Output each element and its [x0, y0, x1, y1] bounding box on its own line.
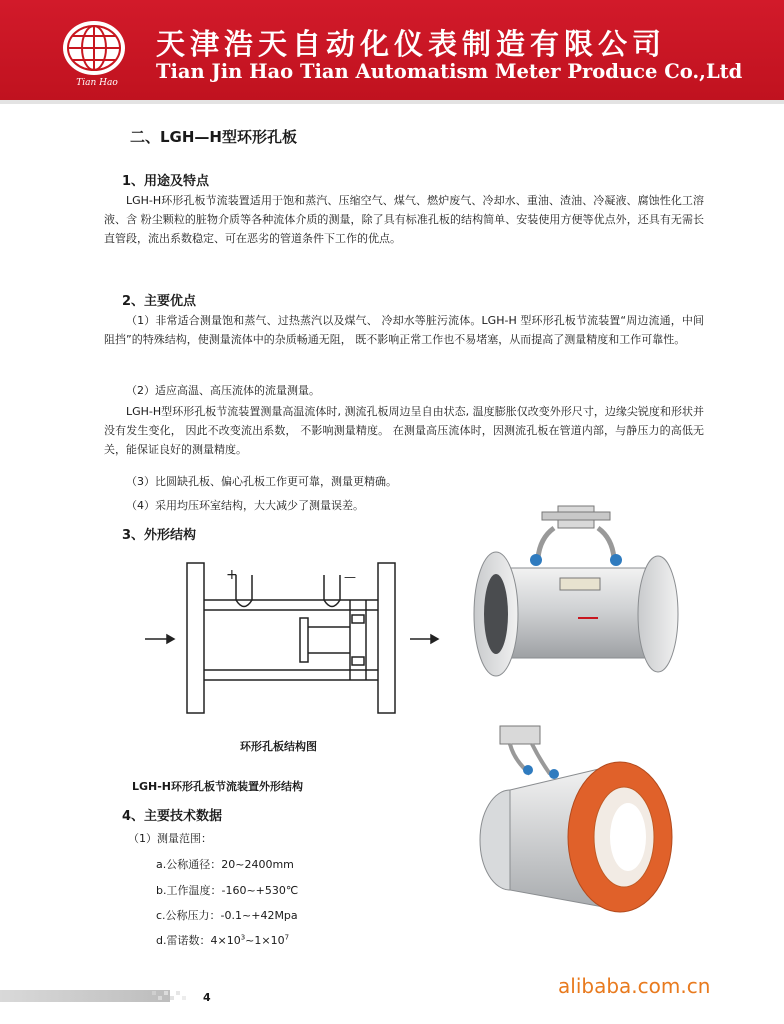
right-flange-photo — [638, 556, 678, 672]
advantage-1-paragraph: （1）非常适合测量饱和蒸气、过热蒸汽以及煤气、 冷却水等脏污流体。LGH-H 型环形孔板节流装置“周边流通，中间阻挡”的特殊结构，使测量流体中的杂质畅通无阻， 既不影响正常工作也不易堵塞，从而提高了测量精度和工作可靠性。 — [104, 314, 704, 346]
section-title: 二、LGH—H型环形孔板 — [130, 128, 297, 146]
advantage-2-text: （2）适应高温、高压流体的流量测量。 — [126, 384, 320, 397]
heading-usage: 1、用途及特点 — [122, 174, 210, 189]
range-label: （1）测量范围： — [128, 832, 212, 845]
reynolds-prefix: d.雷诺数：4×10 — [156, 934, 241, 947]
usage-paragraph: LGH-H环形孔板节流装置适用于饱和蒸汽、压缩空气、煤气、燃炉废气、冷却水、重油、渣油、冷凝液、腐蚀性化工溶液、含 粉尘颗粒的脏物介质等各种流体介质的测量，除了具有标准孔板的结构简单、安装使用方便等优点外，还具有无需长直管段，流出系数稳定、可在恶劣的管道条件下工作的优点。 — [104, 194, 704, 245]
page-number: 4 — [203, 991, 211, 1004]
nominal-diameter: a.公称通径：20~2400mm — [156, 858, 294, 871]
ring-orifice-structure-diagram — [140, 555, 460, 725]
reynolds-exponent-2: 7 — [284, 933, 290, 942]
plus-label: + — [226, 567, 238, 583]
reynolds-number — [156, 932, 289, 948]
photo-caption: LGH-H环形孔板节流装置外形结构 — [132, 780, 304, 793]
advantage-2-detail-paragraph: LGH-H型环形孔板节流装置测量高温流体时, 测流孔板周边呈自由状态, 温度膨胀仅改变外形尺寸，边缘尖锐度和形状并没有发生变化， 因此不改变流出系数， 不影响测量精度。 在测量高压流体时，因测流孔板在管道内部，与静压力的高低无关，能保证良好的测量精度。 — [104, 405, 704, 456]
heading-structure: 3、外形结构 — [122, 528, 197, 543]
globe-logo-icon — [58, 14, 130, 86]
working-temperature: b.工作温度：-160~+530℃ — [156, 884, 299, 897]
header-divider — [0, 100, 784, 104]
footer-bar — [0, 990, 170, 1002]
nameplate-shape — [560, 578, 600, 590]
reynolds-exponent-1: 3 — [240, 933, 246, 942]
heading-advantages: 2、主要优点 — [122, 294, 197, 309]
valve-handle-icon — [530, 554, 542, 566]
footer-dots-pattern — [150, 990, 198, 1002]
heading-tech-data: 4、主要技术数据 — [122, 809, 223, 824]
minus-label: — — [344, 570, 356, 584]
orifice-plate-shape — [300, 618, 308, 662]
header-banner — [0, 0, 784, 100]
logo-text: Tian Hao — [76, 78, 118, 88]
valve-handle-icon — [523, 765, 533, 775]
company-name-chinese: 天津浩天自动化仪表制造有限公司 — [156, 27, 667, 61]
valve-manifold-shape — [500, 726, 540, 744]
plus-tap-shape — [236, 575, 252, 600]
advantage-4-text: （4）采用均压环室结构，大大减少了测量误差。 — [126, 499, 364, 512]
valve-handle-icon — [610, 554, 622, 566]
left-flange-shape — [187, 563, 204, 713]
nominal-pressure: c.公称压力：-0.1~+42Mpa — [156, 909, 298, 922]
product-photo-angled-view — [470, 720, 680, 920]
watermark-text: alibaba.com.cn — [558, 974, 711, 998]
diagram-caption: 环形孔板结构图 — [240, 740, 317, 753]
valve-handle-icon — [549, 769, 559, 779]
product-photo-side-view — [462, 498, 686, 688]
reynolds-mid: ~1×10 — [245, 934, 285, 947]
company-name-english: Tian Jin Hao Tian Automatism Meter Produce Co.,Ltd — [156, 60, 743, 83]
advantage-3-text: （3）比圆缺孔板、偏心孔板工作更可靠，测量更精确。 — [126, 475, 397, 488]
minus-tap-shape — [324, 575, 340, 600]
right-flange-shape — [378, 563, 395, 713]
